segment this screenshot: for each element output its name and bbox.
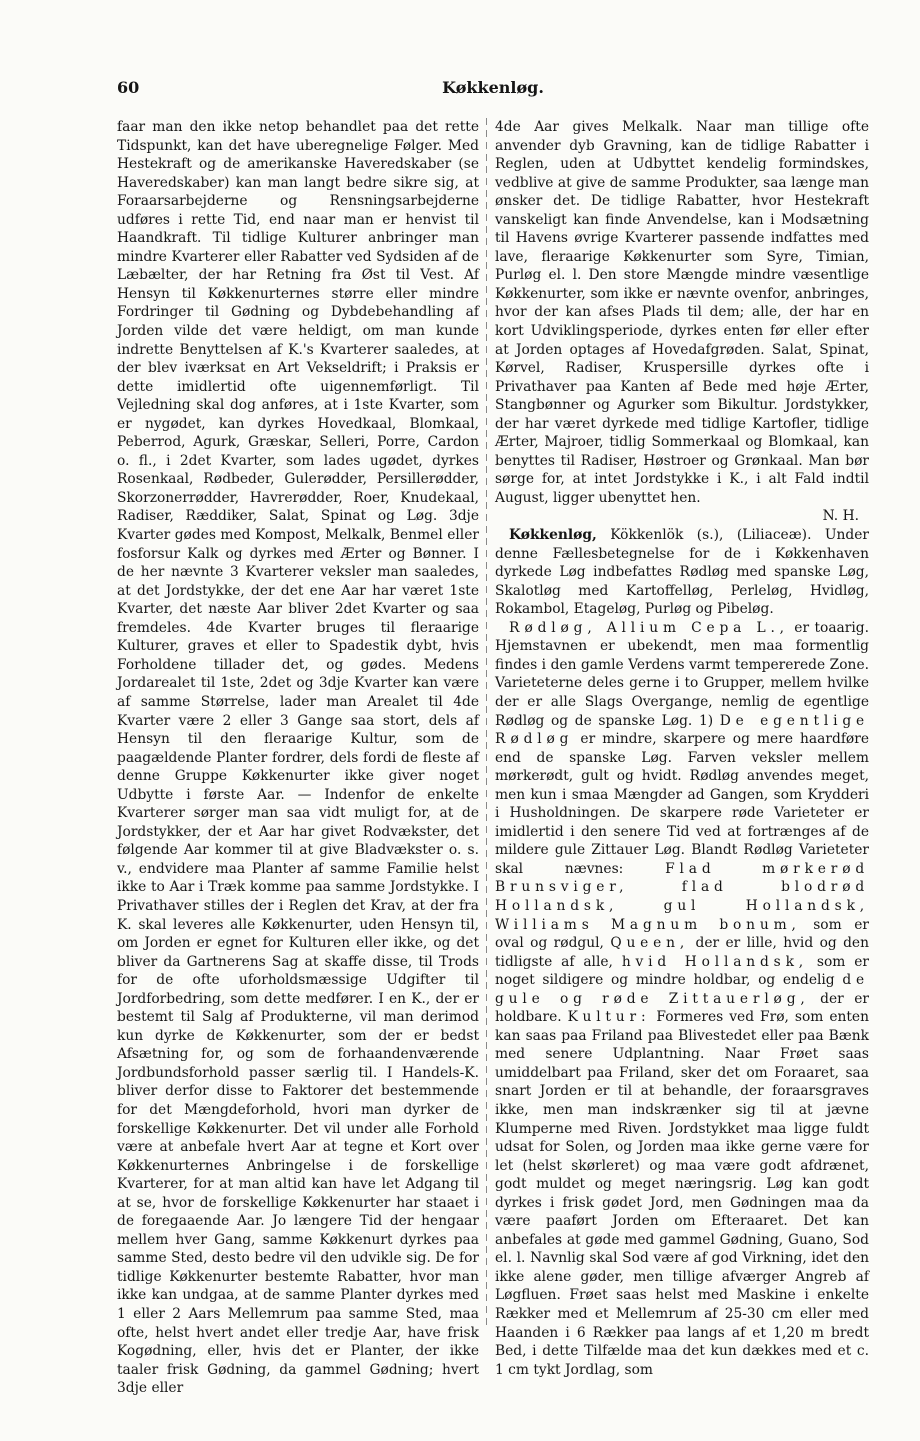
spaced-term: De egentlige Rødløg [495, 712, 869, 748]
text-run: er mindre, skarpere og mere haardføre end de spanske Løg. Farven veksler mellem mørkerødt, gult og hvidt. Rødløg anvendes meget, men kun i smaa Mængder ad Gangen, som Krydderi i Husholdningen. De skarpere røde Varieteter er imidlertid i den senere Tid ved at fortrænges af de mildere gule Zittauer Løg. Blandt Rødløg Varieteter skal nævnes: [495, 731, 869, 877]
column-divider [486, 118, 487, 1328]
text-run: er toaarig. Hjemstavnen er ubekendt, men maa formentlig findes i den gamle Verdens varmt tempererede Zone. Varieteterne deles gerne i to Grupper, mellem hvilke der er alle Slags Overgange, nemlig de egentlige Rødløg og de spanske Løg. 1) [495, 619, 869, 729]
entry-headword: Køkkenløg, [509, 527, 597, 544]
text-run: der er lille, hvid og den tidligste af alle, [495, 935, 869, 970]
section-label: Kultur: [567, 1009, 651, 1026]
text-run: der er holdbare. [495, 990, 869, 1026]
variety-names: Flad mørkerød Brunsviger, flad blodrød Hollandsk, gul Hollandsk, Williams Magnum bonum, [495, 860, 870, 933]
entry-paragraph [495, 526, 869, 619]
text-run: som er oval og rødgul, [495, 916, 869, 952]
variety-name: hvid Hollandsk, [621, 953, 808, 970]
page-number: 60 [117, 78, 140, 97]
text-run: som er noget sildigere og mindre holdbar, og endelig [495, 953, 869, 989]
paragraph: 4de Aar gives Melkalk. Naar man tillige ofte anvender dyb Gravning, kan de tidlige Rabatter i Reglen, uden at Udbyttet kendelig formindskes, vedblive at give de samme Produkter, saa længe man ønsker det. De tidlige Rabatter, hvor Hestekraft vanskeligt kan finde Anvendelse, kan i Modsætning til Havens øvrige Kvarterer passende indfattes med lave, fleraarige Køkkenurter som Syre, Timian, Purløg el. l. Den store Mængde mindre væsentlige Køkkenurter, som ikke er nævnte ovenfor, anbringes, hvor der kan afses Plads til dem; alle, der har en kort Udviklingsperiode, dyrkes enten før eller efter at Jorden optages af Hovedafgrøden. Salat, Spinat, Kørvel, Radiser, Kruspersille dyrkes ofte i Privathaver paa Kanten af Bede med høje Ærter, Stangbønner og Agurker som Bikultur. Jordstykker, der har været dyrkede med tidlige Kartofler, tidlige Ærter, Majroer, tidlig Sommerkaal og Blomkaal, kan benyttes til Radiser, Høstroer og Grønkaal. Man bør sørge for, at intet Jordstykke i K., i alt Fald indtil August, ligger ubenyttet hen. [495, 119, 869, 506]
running-title: Køkkenløg. [442, 78, 544, 97]
text-run: Formeres ved Frø, som enten kan saas paa Friland paa Blivestedet eller paa Bænk med senere Udplantning. Naar Frøet saas umiddelbart paa Friland, sker det om Foraaret, saa snart Jorden er til at behandle, der foraarsgraves ikke, men man indskrænker sig til at jævne Klumperne med Riven. Jordstykket maa ligge fuldt udsat for Solen, og Jorden maa ikke gerne være for let (helst skørleret) og maa være godt afdrænet, godt muldet og meget næringsrig. Løg kan godt dyrkes i frisk gødet Jord, men Gødningen maa da være paaført Jorden om Efteraaret. Det kan anbefales at gøde med gammel Gødning, Guano, Sod el. l. Navnlig skal Sod være af god Virkning, idet den ikke alene gøder, men tillige afværger Angreb af Løgfluen. Frøet saas helst med Maskine i enkelte Rækker med et Mellemrum af 25-30 cm eller med Haanden i 6 Rækker paa langs af et 1,20 m bredt Bed, i dette Tilfælde maa det kun dækkes med et c. 1 cm tykt Jordlag, som [495, 1009, 869, 1378]
page-header [117, 78, 869, 102]
entry-text: Kökkenlök (s.), (Liliaceæ). Under denne Fællesbetegnelse for de i Køkkenhaven dyrkede Løg indbefattes Rødløg med spanske Løg, Skalotløg med Kartoffelløg, Perleløg, Hvidløg, Rokambol, Etageløg, Purløg og Pibeløg. [495, 527, 869, 618]
paragraph [495, 619, 869, 1379]
left-column [117, 118, 479, 1397]
paragraph: faar man den ikke netop behandlet paa det rette Tidspunkt, kan det have uberegnelige Følger. Med Hestekraft og de amerikanske Haveredskaber (se Haveredskaber) kan man langt bedre sikre sig, at Foraarsarbejderne og Rensningsarbejderne udføres i rette Tid, end naar man er henvist til Haandkraft. Til tidlige Kulturer anbringer man mindre Kvarterer eller Rabatter ved Sydsiden af de Læbælter, der har Retning fra Øst til Vest. Af Hensyn til Køkkenurternes større eller mindre Fordringer til Gødning og Dybdebehandling af Jorden vilde det være heldigt, om man kunde indrette Benyttelsen af K.'s Kvarterer saaledes, at der blev iværksat en Art Vekseldrift; i Praksis er dette imidlertid ofte uigennemførligt. Til Vejledning skal dog anføres, at i 1ste Kvarter, som er nygødet, kan dyrkes Hovedkaal, Blomkaal, Peberrod, Agurk, Græskar, Selleri, Porre, Cardon o. fl., i 2det Kvarter, som lades ugødet, dyrkes Rosenkaal, Rødbeder, Gulerødder, Persillerødder, Skorzonerrødder, Havrerødder, Roer, Knudekaal, Radiser, Ræddiker, Salat, Spinat og Løg. 3dje Kvarter gødes med Kompost, Melkalk, Benmel eller fosforsur Kalk og dyrkes med Ærter og Bønner. I de her nævnte 3 Kvarterer veksler man saaledes, at det Jordstykke, der det ene Aar har været 1ste Kvarter, det næste Aar bliver 2det Kvarter og saa fremdeles. 4de Kvarter bruges til fleraarige Kulturer, graves et eller to Spadestik dybt, hvis Forholdene tillader det, og gødes. Medens Jordarealet til 1ste, 2det og 3dje Kvarter kan være af samme Størrelse, lader man Arealet til 4de Kvarter være 2 eller 3 Gange saa stort, dels af Hensyn til den fleraarige Kultur, som de paagældende Planter fordrer, dels fordi de fleste af denne Gruppe Køkkenurter ikke giver noget Udbytte i første Aar. — Indenfor de enkelte Kvarterer sørger man saa vidt muligt for, at de Jordstykker, der et Aar har givet Rodvækster, det følgende Aar kommer til at give Bladvækster o. s. v., endvidere maa Planter af samme Familie helst ikke to Aar i Træk komme paa samme Jordstykke. I Privathaver stilles der i Reglen det Krav, at der fra K. skal leveres alle Køkkenurter, uden Hensyn til, om Jorden er egnet for Kulturen eller ikke, og det bliver da Gartnerens Sag at skaffe disse, til Trods for de ofte uforholdsmæssige Udgifter til Jordforbedring, som dette medfører. I en K., der er bestemt til Salg af Produkterne, vil man derimod kun dyrke de Køkkenurter, som der er bedst Afsætning for, og som de forhaandenværende Jordbundsforhold passer særlig til. I Handels-K. bliver derfor disse to Faktorer det bestemmende for det Mængdeforhold, hvori man dyrker de forskellige Køkkenurter. Det vil under alle Forhold være at anbefale hvert Aar at tegne et Kort over Køkkenurternes Anbringelse i de forskellige Kvarterer, for at man altid kan have let Adgang til at se, hvor de forskellige Køkkenurter har staaet i de foregaaende Aar. Jo længere Tid der hengaar mellem hver Gang, samme Køkkenurt dyrkes paa samme Sted, desto bedre vil den udvikle sig. De for tidlige Køkkenurter bestemte Rabatter, hvor man ikke kan undgaa, at de samme Planter dyrkes med 1 eller 2 Aars Mellemrum paa samme Sted, maa ofte, helst hvert andet eller tredje Aar, have frisk Kogødning, eller, hvis det er Planter, der ikke taaler frisk Gødning, da gammel Gødning; hvert 3dje eller [117, 119, 479, 1397]
right-column [495, 118, 870, 1378]
author-signature: N. H. [822, 508, 859, 525]
variety-name: de gule og røde Zittauerløg, [495, 972, 869, 1007]
species-name: Rødløg, Allium Cepa L., [509, 619, 789, 636]
variety-name: Queen, [610, 935, 690, 952]
